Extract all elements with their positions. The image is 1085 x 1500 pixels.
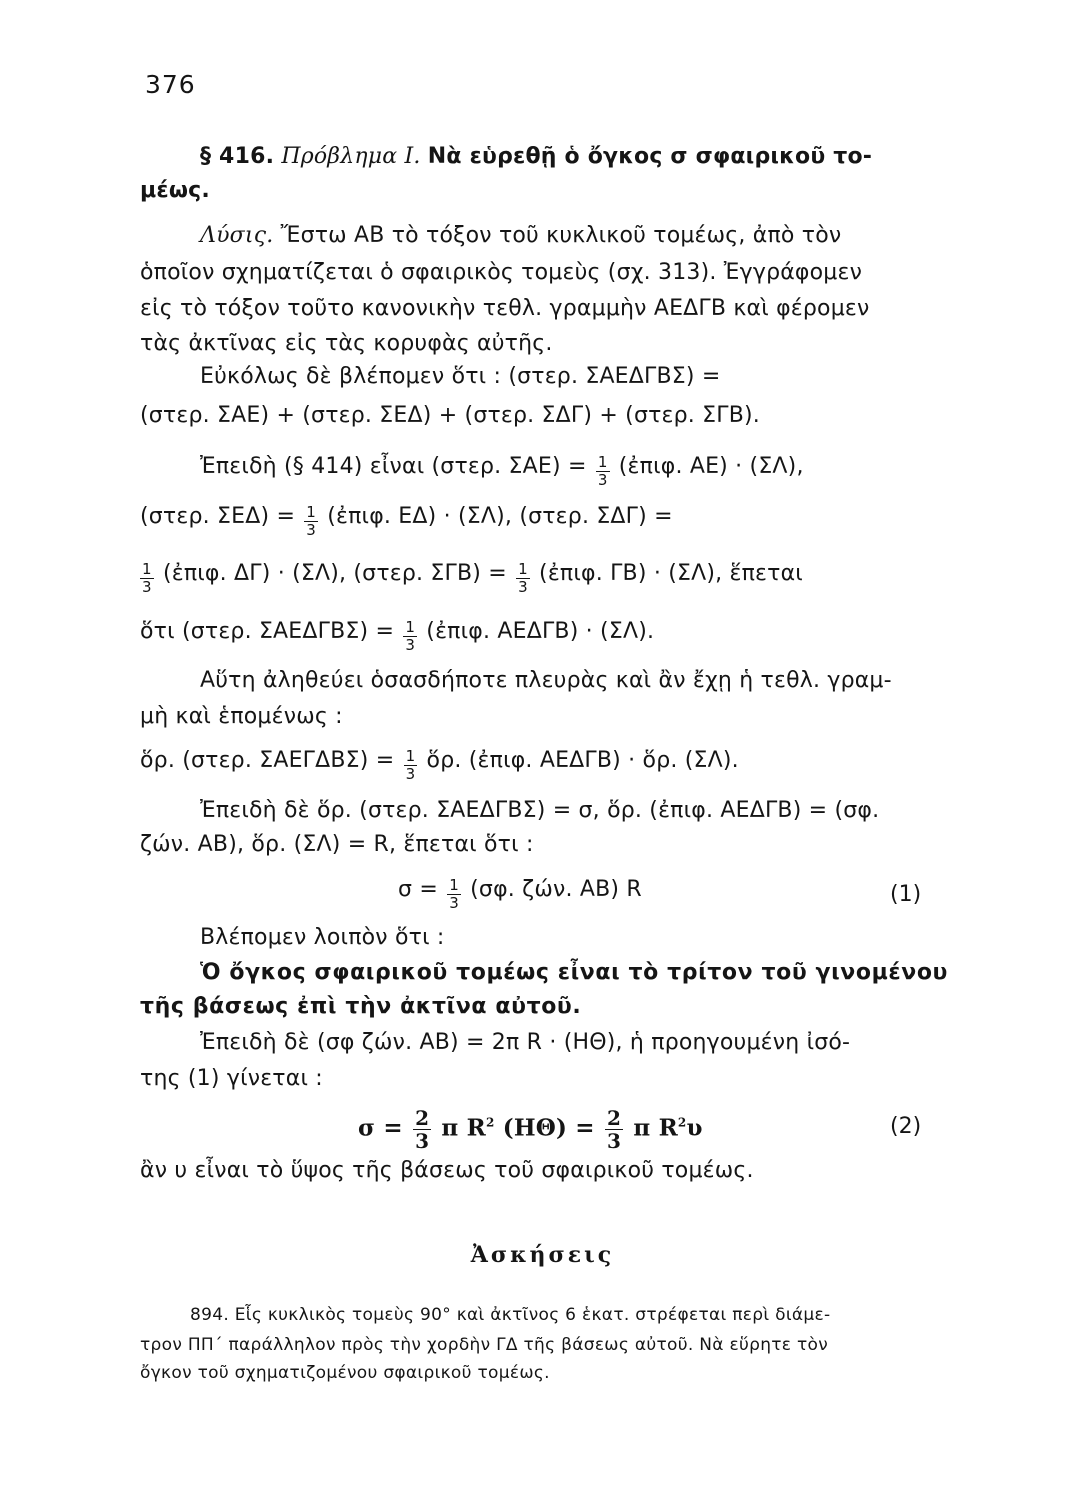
solution-line-17: Ἐπειδὴ δὲ (σφ ζών. ΑΒ) = 2π R · (ΗΘ), ἡ προηγουμένη ἰσό- <box>200 1030 851 1055</box>
exponent: 2 <box>677 1115 687 1130</box>
exercises-heading: Ἀσκήσεις <box>470 1242 615 1268</box>
equation-text: σ = <box>358 1114 403 1142</box>
fraction-two-thirds: $\frac{2}{3}$ <box>606 1106 622 1153</box>
equation-text: (ἐπιφ. ΑΕ) · (ΣΛ), <box>618 453 804 479</box>
equation-text: σ = <box>398 876 438 902</box>
equation-text: (ΗΘ) = <box>502 1114 595 1142</box>
solution-line-11: Αὕτη ἀληθεύει ὁσασδήποτε πλευρὰς καὶ ἂν ἔχῃ ἡ τεθλ. γραμ- <box>200 668 892 693</box>
solution-line-8 <box>140 505 673 538</box>
solution-line-9 <box>140 562 803 595</box>
equation-text: π R <box>633 1114 678 1142</box>
section-title-line-2: μέως. <box>140 178 210 203</box>
equation-text: υ <box>686 1114 703 1142</box>
solution-line-12: μὴ καὶ ἑπομένως : <box>140 704 343 729</box>
section-number: § 416. <box>200 144 275 169</box>
equation-number-1: (1) <box>890 882 922 907</box>
equation-text: (στερ. ΣΕΔ) = <box>140 503 296 529</box>
solution-line-3: εἰς τὸ τόξον τοῦτο κανονικὴν τεθλ. γραμμὴν ΑΕΔΓΒ καὶ φέρομεν <box>140 296 870 321</box>
equation-text: ὅρ. (στερ. ΣΑΕΓΔΒΣ) = <box>140 747 395 773</box>
solution-line-18: της (1) γίνεται : <box>140 1066 323 1091</box>
solution-line-2: ὁποῖον σχηματίζεται ὁ σφαιρικὸς τομεὺς (σχ. 313). Ἐγγράφομεν <box>140 260 863 285</box>
equation-1 <box>398 878 642 911</box>
equation-number-2: (2) <box>890 1114 922 1139</box>
fraction-two-thirds: $\frac{2}{3}$ <box>415 1106 430 1153</box>
equation-text: (ἐπιφ. ΓΒ) · (ΣΛ), ἕπεται <box>539 560 803 586</box>
solution-line-14: Ἐπειδὴ δὲ ὅρ. (στερ. ΣΑΕΔΓΒΣ) = σ, ὅρ. (ἐπιφ. ΑΕΔΓΒ) = (σφ. <box>200 798 880 823</box>
problem-title: Νὰ εὑρεθῇ ὁ ὄγκος σ σφαιρικοῦ το- <box>427 144 873 169</box>
fraction-one-third: $\frac{1}{3}$ <box>449 876 459 912</box>
problem-label: Πρόβλημα Ι. <box>281 144 421 169</box>
exponent: 2 <box>485 1115 495 1130</box>
theorem-line-1: Ὁ ὄγκος σφαιρικοῦ τομέως εἶναι τὸ τρίτον τοῦ γινομένου <box>200 960 948 985</box>
solution-label: Λύσις. <box>200 223 274 248</box>
fraction-one-third: $\frac{1}{3}$ <box>518 560 528 596</box>
solution-line-15: ζών. ΑΒ), ὅρ. (ΣΛ) = R, ἕπεται ὅτι : <box>140 832 534 857</box>
theorem-line-2: τῆς βάσεως ἐπὶ τὴν ἀκτῖνα αὐτοῦ. <box>140 994 582 1019</box>
exercise-line-1: 894. Εἷς κυκλικὸς τομεὺς 90° καὶ ἀκτῖνος 6 ἑκατ. στρέφεται περὶ διάμε- <box>190 1305 831 1325</box>
solution-line-10 <box>140 620 654 653</box>
solution-line-16: Βλέπομεν λοιπὸν ὅτι : <box>200 925 445 950</box>
equation-text: Ἐπειδὴ (§ 414) εἶναι (στερ. ΣΑΕ) = <box>200 453 587 479</box>
equation-text: (σφ. ζών. ΑΒ) R <box>470 876 642 902</box>
solution-line-5: Εὐκόλως δὲ βλέπομεν ὅτι : (στερ. ΣΑΕΔΓΒΣ) = <box>200 364 721 389</box>
fraction-one-third: $\frac{1}{3}$ <box>405 618 416 654</box>
equation-text: (ἐπιφ. ΕΔ) · (ΣΛ), (στερ. ΣΔΓ) = <box>327 503 673 529</box>
solution-line-7 <box>200 455 804 488</box>
fraction-one-third: $\frac{1}{3}$ <box>306 503 317 539</box>
section-title-line-1 <box>200 146 872 168</box>
solution-line-4: τὰς ἀκτῖνας εἰς τὰς κορυφὰς αὐτῆς. <box>140 331 553 356</box>
equation-text: ὅρ. (ἐπιφ. ΑΕΔΓΒ) · ὅρ. (ΣΛ). <box>426 747 739 773</box>
equation-text: (ἐπιφ. ΔΓ) · (ΣΛ), (στερ. ΣΓΒ) = <box>162 560 507 586</box>
solution-line-13 <box>140 749 739 782</box>
page-number: 376 <box>145 70 196 99</box>
solution-line-1 <box>200 225 841 247</box>
exercise-line-2: τρον ΠΠ΄ παράλληλον πρὸς τὴν χορδὴν ΓΔ τῆς βάσεως αὐτοῦ. Νὰ εὕρητε τὸν <box>140 1335 829 1355</box>
exercise-line-3: ὄγκον τοῦ σχηματιζομένου σφαιρικοῦ τομέως. <box>140 1363 550 1383</box>
equation-2 <box>358 1108 703 1151</box>
solution-line-6: (στερ. ΣΑΕ) + (στερ. ΣΕΔ) + (στερ. ΣΔΓ) + (στερ. ΣΓΒ). <box>140 403 760 428</box>
solution-text: Ἔστω ΑΒ τὸ τόξον τοῦ κυκλικοῦ τομέως, ἀπὸ τὸν <box>280 223 842 248</box>
solution-line-19: ἂν υ εἶναι τὸ ὕψος τῆς βάσεως τοῦ σφαιρικοῦ τομέως. <box>140 1158 754 1183</box>
fraction-one-third: $\frac{1}{3}$ <box>405 747 416 783</box>
fraction-one-third: $\frac{1}{3}$ <box>142 560 152 596</box>
equation-text: π R <box>441 1114 486 1142</box>
equation-text: ὅτι (στερ. ΣΑΕΔΓΒΣ) = <box>140 618 395 644</box>
equation-text: (ἐπιφ. ΑΕΔΓΒ) · (ΣΛ). <box>426 618 655 644</box>
fraction-one-third: $\frac{1}{3}$ <box>597 453 608 489</box>
